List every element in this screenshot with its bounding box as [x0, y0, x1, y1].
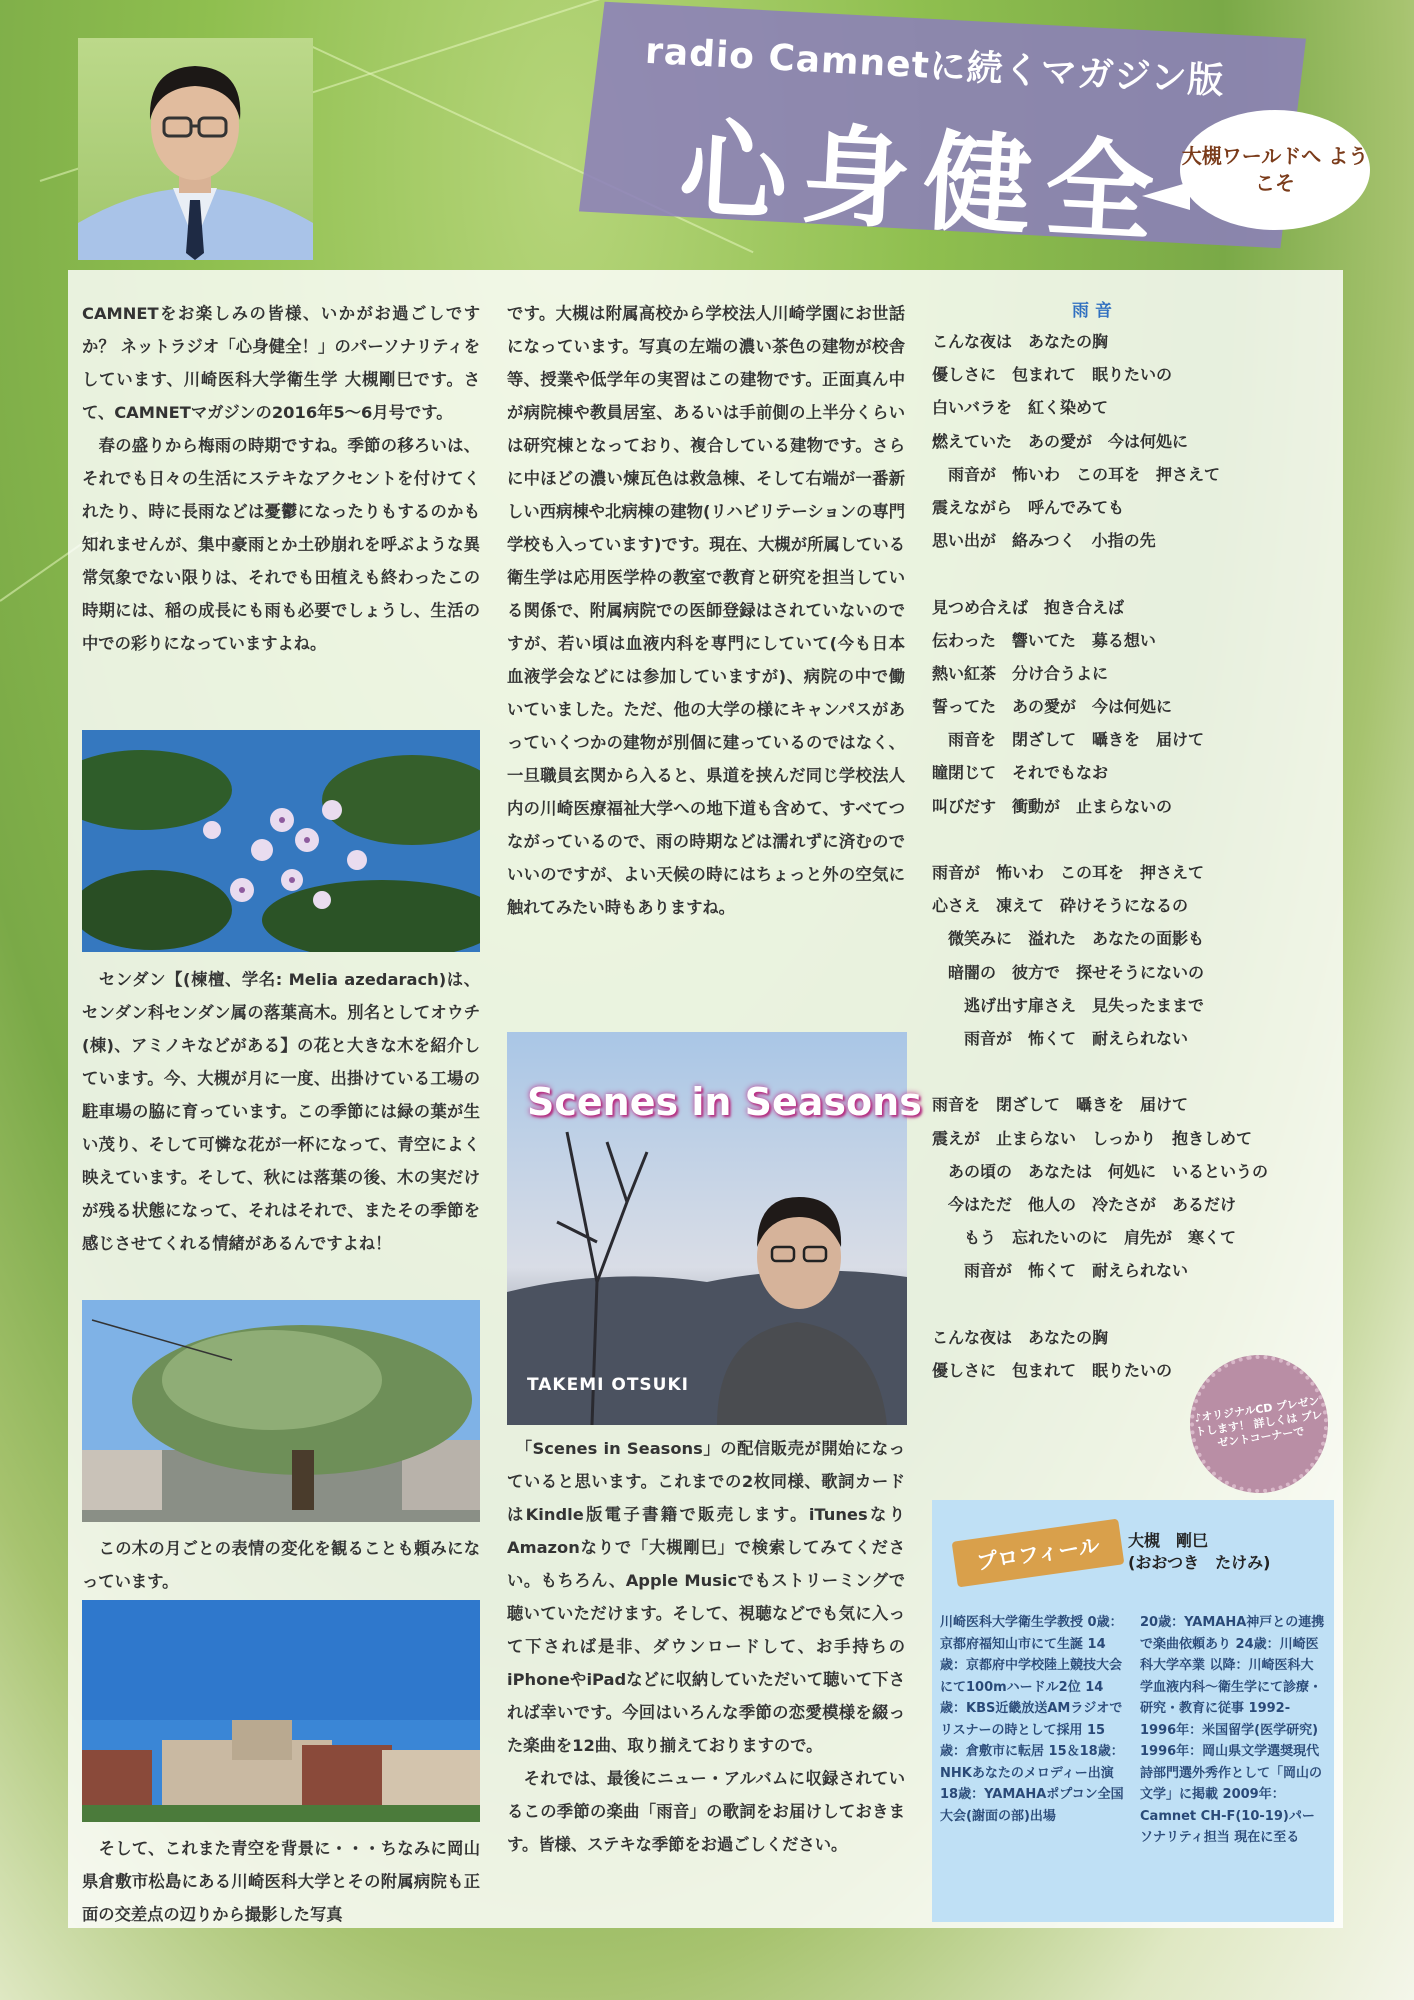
banner-title: 心身健全	[676, 107, 1171, 258]
lyric-line	[932, 823, 1252, 856]
lyric-line: 微笑みに 溢れた あなたの面影も	[932, 929, 1205, 949]
lyric-line: 雨音が 怖いわ この耳を 押さえて	[932, 863, 1205, 882]
column-2-top	[507, 297, 905, 924]
column-2-bottom	[507, 1432, 905, 1861]
lyric-line: 伝わった 響いてた 募る想い	[932, 630, 1156, 650]
lyric-line: 心さえ 凍えて 砕けそうになるの	[932, 896, 1189, 916]
profile-box	[932, 1500, 1334, 1922]
lyric-line: もう 忘れたいのに 肩先が 寒くて	[932, 1228, 1237, 1248]
closing-paragraph: それでは、最後にニュー・アルバムに収録されているこの季節の楽曲「雨音」の歌詞をお届けしておきます。皆様、ステキな季節をお過ごしください。	[507, 1769, 905, 1854]
lyric-line: 思い出が 絡みつく 小指の先	[932, 531, 1156, 551]
profile-tag: プロフィール	[952, 1519, 1125, 1588]
season-paragraph: 春の盛りから梅雨の時期ですね。季節の移ろいは、それでも日々の生活にステキなアクセントを付けてくれたり、時に長雨などは憂鬱になったりもするのかも知れませんが、集中豪雨とか土砂崩れを呼ぶような異常気象でない限りは、それでも田植えも終わったこの時期には、稲の成長にも雨も必要でしょうし、生活の中での彩りになっていますよね。	[82, 436, 480, 653]
column-1-top	[82, 297, 480, 660]
profile-name	[1128, 1530, 1270, 1574]
album-artist: TAKEMI OTSUKI	[527, 1375, 689, 1395]
author-portrait	[78, 38, 313, 260]
lyric-line: 雨音を 閉ざして 囁きを 届けて	[932, 730, 1205, 750]
lyric-line: こんな夜は あなたの胸	[932, 332, 1109, 351]
banner-subtitle: radio Camnetに続くマガジン版	[644, 30, 1226, 103]
profile-history-right: 20歳：YAMAHA神戸との連携で楽曲依頼あり 24歳：川崎医科大学卒業 以降：川崎医科大学血液内科～衛生学にて診療・研究・教育に従事 1992-1996年：米国留学(医学研究) 1996年：岡山県文学選奨現代詩部門選外秀作として「岡山の文学」に掲載 2009年：Camnet CH-F(10-19)パーソナリティ担当 現在に至る	[1140, 1615, 1325, 1845]
lyric-line: 熱い紅茶 分け合うよに	[932, 663, 1109, 683]
lyric-line: 今はただ 他人の 冷たさが あるだけ	[932, 1194, 1237, 1214]
lyric-line: 震えが 止まらない しっかり 抱きしめて	[932, 1128, 1253, 1148]
profile-history-left: 川崎医科大学衛生学教授 0歳：京都府福知山市にて生誕 14歳：京都府中学校陸上競技大会にて100mハードル2位 14歳：KBS近畿放送AMラジオでリスナーの時として採用 15歳：倉敷市に転居 15＆18歳：NHKあなたのメロディー出演 18歳：YAMAHAポプコン全国大会(謝面の部)出場	[940, 1615, 1124, 1824]
lyric-line: 雨音を 閉ざして 囁きを 届けて	[932, 1095, 1189, 1115]
lyric-line: 優しさに 包まれて 眠りたいの	[932, 1360, 1173, 1380]
column-1-bottom	[82, 1832, 480, 1931]
lyric-line	[932, 557, 1252, 590]
university-photo	[82, 1600, 480, 1822]
lyric-line: 逃げ出す扉さえ 見失ったままで	[932, 995, 1205, 1015]
column-1-caption	[82, 1532, 480, 1598]
tree-caption: この木の月ごとの表情の変化を観ることも頼みになっています。	[82, 1539, 480, 1591]
lyric-line: こんな夜は あなたの胸	[932, 1327, 1109, 1347]
lyric-line: 雨音が 怖くて 耐えられない	[932, 1028, 1189, 1048]
lyric-line: あの頃の あなたは 何処に いるというの	[932, 1161, 1269, 1181]
intro-paragraph: CAMNETをお楽しみの皆様、いかがお過ごしですか？ ネットラジオ「心身健全！」のパーソナリティをしています、川崎医科大学衛生学 大槻剛巳です。さて、CAMNETマガジンの2016年5～6月号です。	[82, 304, 480, 422]
lyric-line	[932, 1055, 1252, 1088]
cd-present-badge: ♪オリジナルCD プレゼントします！ 詳しくは プレゼントコーナーで	[1181, 1346, 1337, 1502]
lyric-line: 優しさに 包まれて 眠りたいの	[932, 365, 1173, 385]
lyric-line: 燃えていた あの愛が 今は何処に	[932, 431, 1189, 451]
profile-name-reading: (おおつき たけみ)	[1128, 1553, 1271, 1572]
lyric-line: 震えながら 呼んでみても	[932, 497, 1125, 517]
lyric-line: 見つめ合えば 抱き合えば	[932, 597, 1125, 617]
album-paragraph: 「Scenes in Seasons」の配信販売が開始になっていると思います。これまでの2枚同様、歌詞カードはKindle版電子書籍で販売します。iTunesなりAmazonなりで「大槻剛巳」で検索してみてください。もちろん、Apple Musicでもストリーミングで聴いていただけます。そして、視聴などでも気に入って下されば是非、ダウンロードして、お手持ちのiPhoneやiPadなどに収納していただいて聴いて下されば幸いです。今回はいろんな季節の恋愛模様を綴った楽曲を12曲、取り揃えておりますので。	[507, 1439, 905, 1755]
lyric-line	[932, 1287, 1252, 1320]
lyric-line: 叫びだす 衝動が 止まらないの	[932, 796, 1173, 816]
lyric-line: 暗闇の 彼方で 探せそうにないの	[932, 962, 1205, 982]
column-1-middle	[82, 963, 480, 1260]
lyrics-title: 雨 音	[1072, 301, 1112, 321]
university-paragraph: そして、これまた青空を背景に・・・ちなみに岡山県倉敷市松島にある川崎医科大学とその附属病院も正面の交差点の辺りから撮影した写真	[82, 1839, 480, 1924]
lyric-line: 誓ってた あの愛が 今は何処に	[932, 697, 1173, 717]
speech-bubble: 大槻ワールドへ ようこそ	[1180, 110, 1370, 230]
profile-name-kanji: 大槻 剛巳	[1128, 1531, 1209, 1550]
campus-paragraph: です。大槻は附属高校から学校法人川崎学園にお世話になっています。写真の左端の濃い茶色の建物が校舎等、授業や低学年の実習はこの建物です。正面真ん中が病院棟や教員居室、あるいは手前側の上半分くらいは研究棟となっており、複合している建物です。さらに中ほどの濃い煉瓦色は救急棟、そして右端が一番新しい西病棟や北病棟の建物(リハビリテーションの専門学校も入っています)です。現在、大槻が所属している衛生学は応用医学枠の教室で教育と研究を担当している関係で、附属病院での医師登録はされていないのですが、若い頃は血液内科を専門にしていて(今も日本血液学会などには参加していますが)、病院の中で働いていました。ただ、他の大学の様にキャンパスがあっていくつかの建物が別個に建っているのではなく、一旦職員玄関から入ると、県道を挟んだ同じ学校法人内の川崎医療福祉大学への地下道も含めて、すべてつながっているので、雨の時期などは濡れずに済むのでいいのですが、よい天候の時にはちょっと外の空気に触れてみたい時もありますね。	[507, 304, 905, 917]
sendan-paragraph: センダン【(楝檀、学名: Melia azedarach)は、センダン科センダン属の落葉高木。別名としてオウチ(棟)、アミノキなどがある】の花と大きな木を紹介しています。今、大槻が月に一度、出掛けている工場の駐車場の脇に育っています。この季節には緑の葉が生い茂り、そして可憐な花が一杯になって、青空によく映えています。そして、秋には落葉の後、木の実だけが残る状態になって、それはそれで、またその季節を感じさせてくれる情緒があるんですよね！	[82, 970, 480, 1253]
lyric-line: 白いバラを 紅く染めて	[932, 398, 1109, 418]
album-title: Scenes in Seasons	[527, 1080, 922, 1124]
lyric-line: 雨音が 怖くて 耐えられない	[932, 1261, 1189, 1281]
sendan-tree-photo	[82, 1300, 480, 1522]
lyric-line: 瞳閉じて それでもなお	[932, 763, 1109, 783]
sendan-flower-photo	[82, 730, 480, 952]
lyrics-block	[932, 296, 1269, 1387]
lyric-line: 雨音が 怖いわ この耳を 押さえて	[932, 464, 1221, 484]
